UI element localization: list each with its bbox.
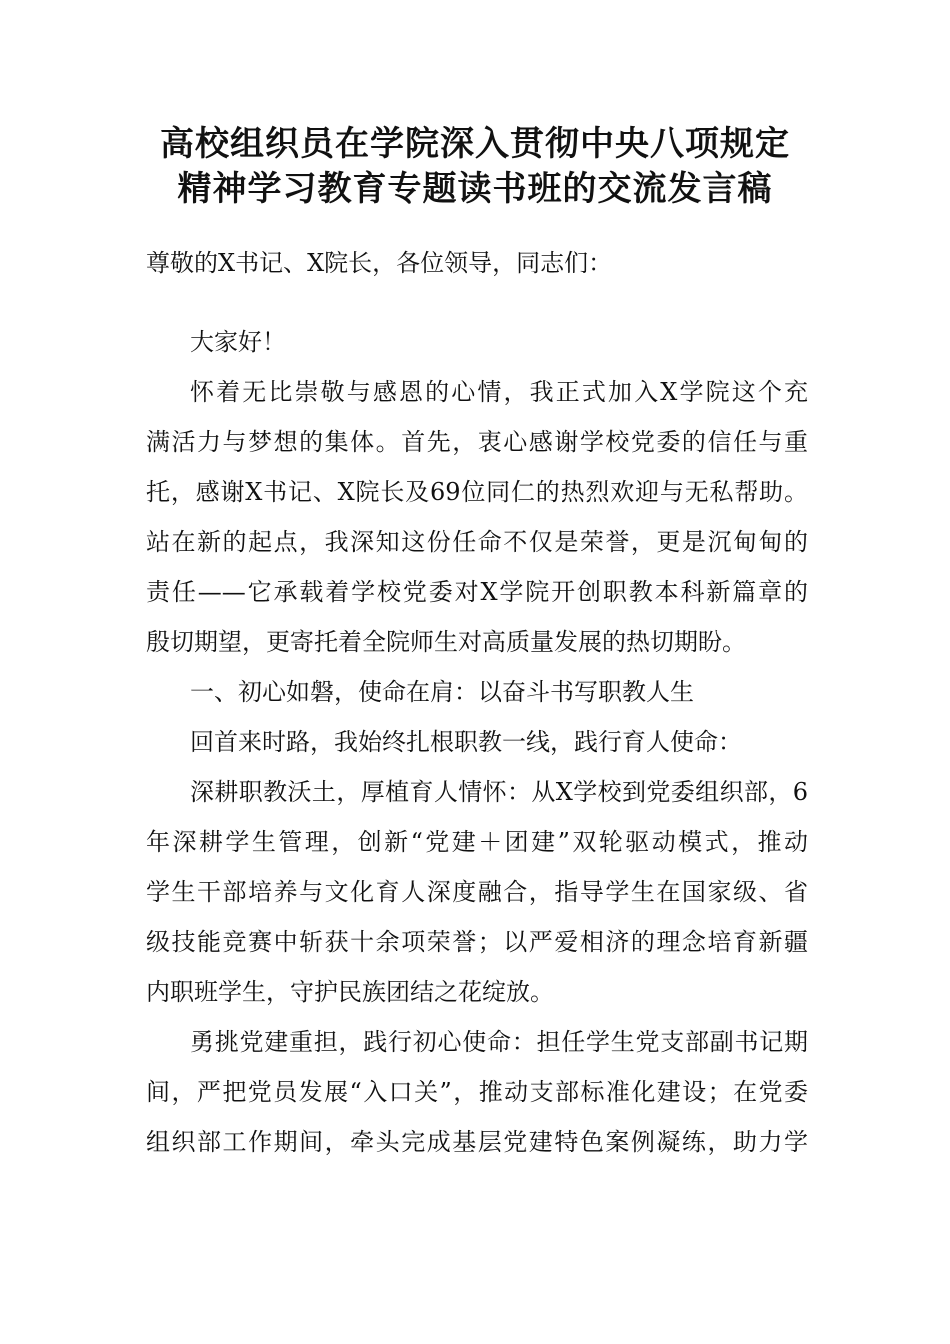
text-line: 一、初心如磐，使命在肩：以奋斗书写职教人生 bbox=[190, 678, 694, 706]
salutation: 尊敬的X书记、X院长，各位领导，同志们： bbox=[146, 249, 613, 277]
text-line: 回首来时路，我始终扎根职教一线，践行育人使命： bbox=[190, 728, 742, 756]
text-line: 级技能竞赛中斩获十余项荣誉；以严爱相济的理念培育新疆 bbox=[146, 928, 808, 956]
text-line: 托，感谢X书记、X院长及69位同仁的热烈欢迎与无私帮助。 bbox=[146, 478, 808, 506]
text-line: 学生干部培养与文化育人深度融合，指导学生在国家级、省 bbox=[146, 878, 808, 906]
document-title-line-2: 精神学习教育专题读书班的交流发言稿 bbox=[177, 169, 773, 209]
text-line: 深耕职教沃土，厚植育人情怀：从X学校到党委组织部，6 bbox=[190, 778, 808, 806]
text-line: 组织部工作期间，牵头完成基层党建特色案例凝练，助力学 bbox=[146, 1128, 808, 1156]
text-line: 大家好！ bbox=[190, 328, 286, 356]
text-line: 勇挑党建重担，践行初心使命：担任学生党支部副书记期 bbox=[190, 1028, 808, 1056]
spacer bbox=[146, 288, 808, 317]
text-line: 年深耕学生管理，创新“党建＋团建”双轮驱动模式，推动 bbox=[146, 828, 808, 856]
document-body bbox=[146, 238, 808, 1167]
text-line: 内职班学生，守护民族团结之花绽放。 bbox=[146, 978, 554, 1006]
text-line: 站在新的起点，我深知这份任命不仅是荣誉，更是沉甸甸的 bbox=[146, 528, 808, 556]
text-line: 殷切期望，更寄托着全院师生对高质量发展的热切期盼。 bbox=[146, 628, 746, 656]
text-line: 责任——它承载着学校党委对X学院开创职教本科新篇章的 bbox=[146, 578, 808, 606]
text-line: 怀着无比崇敬与感恩的心情，我正式加入X学院这个充 bbox=[190, 378, 808, 406]
text-line: 满活力与梦想的集体。首先，衷心感谢学校党委的信任与重 bbox=[146, 428, 808, 456]
document-title-line-1: 高校组织员在学院深入贯彻中央八项规定 bbox=[160, 124, 790, 164]
text-line: 间，严把党员发展“入口关”，推动支部标准化建设；在党委 bbox=[146, 1078, 808, 1106]
body-lines bbox=[146, 317, 808, 1167]
